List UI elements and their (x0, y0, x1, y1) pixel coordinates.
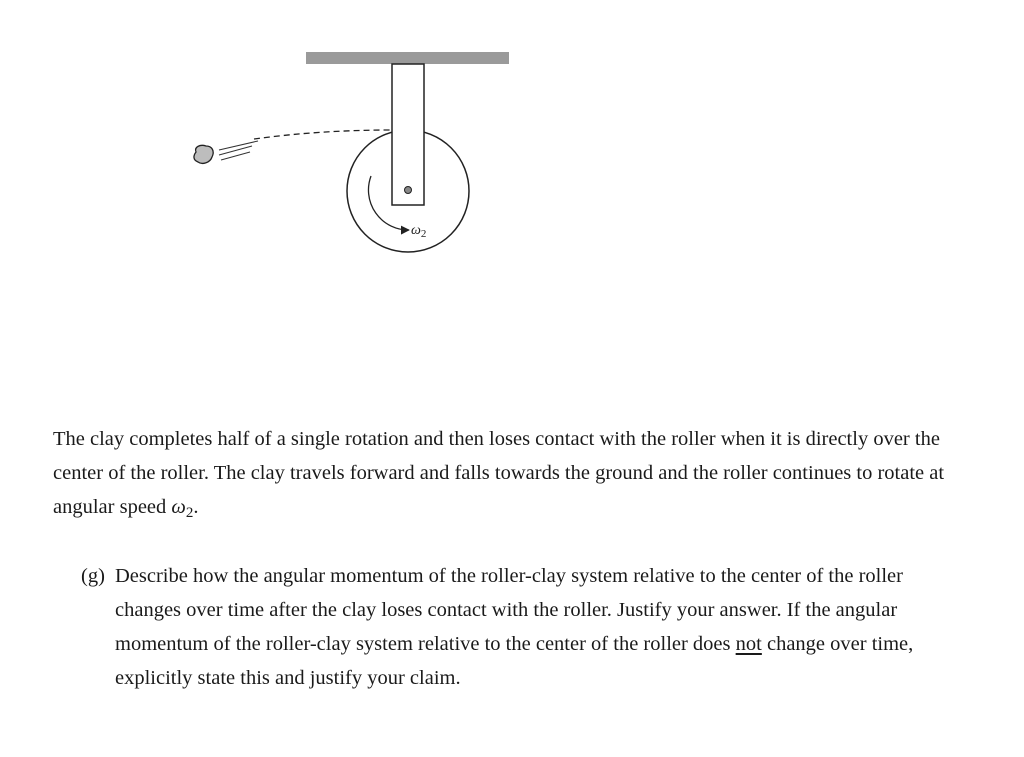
intro-text: The clay completes half of a single rotation and then loses contact with the roller when it is directly over the center of the roller. The clay travels forward and falls towards the ground and the roller continues to rotate at angular speed (53, 428, 945, 518)
omega-label: $\omega_2$ (411, 223, 427, 240)
question-text: Describe how the angular momentum of the roller-clay system relative to the center of the roller changes over time after the clay loses contact with the roller. Justify your answer. If the angular momentum of the roller-clay system relative to the center of the roller does (115, 565, 903, 655)
roller-axle (405, 187, 412, 194)
question-label: (g) (81, 565, 105, 587)
question-emphasis: not (735, 633, 762, 655)
support-rod (392, 64, 424, 205)
question-body (115, 559, 961, 695)
intro-period: . (193, 496, 199, 518)
clay-blob (194, 145, 213, 163)
omega-symbol: $\omega_2$ (171, 496, 194, 521)
intro-paragraph (53, 422, 973, 524)
question-g (81, 559, 961, 695)
clay-motion-lines (219, 141, 258, 160)
ceiling-bar (306, 52, 509, 64)
omega-subscript: 2 (185, 505, 194, 521)
roller-clay-figure (0, 0, 1024, 300)
clay-trajectory (254, 130, 392, 139)
question-text-end: change over time, explicitly state this and justify your claim. (115, 633, 914, 689)
